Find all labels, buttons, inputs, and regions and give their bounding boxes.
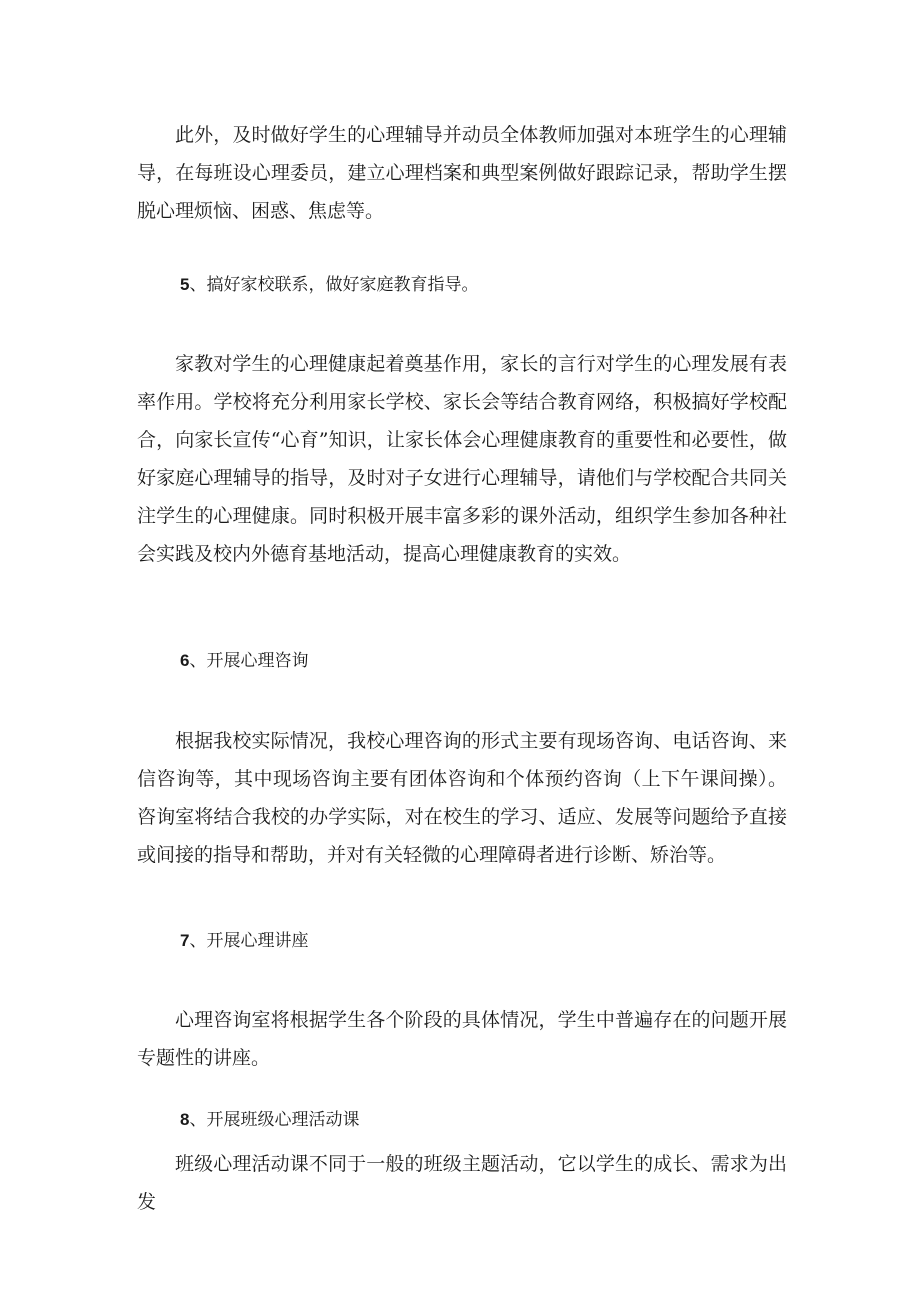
- section-number: 8: [180, 1110, 190, 1129]
- section-heading-6: [180, 647, 308, 675]
- section-number: 5: [180, 275, 190, 294]
- section-heading-8: [180, 1106, 359, 1134]
- section-heading-7: [180, 927, 308, 955]
- paragraph-class-activity: 班级心理活动课不同于一般的班级主题活动，它以学生的成长、需求为出发: [137, 1153, 787, 1213]
- paragraph-consultation: 根据我校实际情况，我校心理咨询的形式主要有现场咨询、电话咨询、来信咨询等，其中现场咨询主要有团体咨询和个体预约咨询（上下午课间操）。咨询室将结合我校的办学实际，对在校生的学习、适应、发展等问题给予直接或间接的指导和帮助，并对有关轻微的心理障碍者进行诊断、矫治等。: [137, 730, 787, 866]
- paragraph-lectures: 心理咨询室将根据学生各个阶段的具体情况，学生中普遍存在的问题开展专题性的讲座。: [137, 1009, 787, 1069]
- section-title: 开展班级心理活动课: [206, 1110, 360, 1130]
- section-separator: 、: [189, 275, 207, 295]
- section-heading-5: [180, 271, 478, 299]
- section-title: 搞好家校联系，做好家庭教育指导。: [206, 275, 479, 295]
- section-title: 开展心理讲座: [206, 931, 309, 951]
- paragraph-home-school: 家教对学生的心理健康起着奠基作用，家长的言行对学生的心理发展有表率作用。学校将充分利用家长学校、家长会等结合教育网络，积极搞好学校配合，向家长宣传“心育”知识，让家长体会心理健康教育的重要性和必要性，做好家庭心理辅导的指导，及时对子女进行心理辅导，请他们与学校配合共同关注学生的心理健康。同时积极开展丰富多彩的课外活动，组织学生参加各种社会实践及校内外德育基地活动，提高心理健康教育的实效。: [137, 353, 787, 565]
- section-number: 7: [180, 931, 190, 950]
- section-number: 6: [180, 651, 190, 670]
- section-separator: 、: [189, 651, 207, 671]
- section-separator: 、: [189, 1110, 207, 1130]
- paragraph-counseling-support: 此外，及时做好学生的心理辅导并动员全体教师加强对本班学生的心理辅导，在每班设心理委员，建立心理档案和典型案例做好跟踪记录，帮助学生摆脱心理烦恼、困惑、焦虑等。: [137, 124, 787, 222]
- section-title: 开展心理咨询: [206, 651, 309, 671]
- section-separator: 、: [189, 931, 207, 951]
